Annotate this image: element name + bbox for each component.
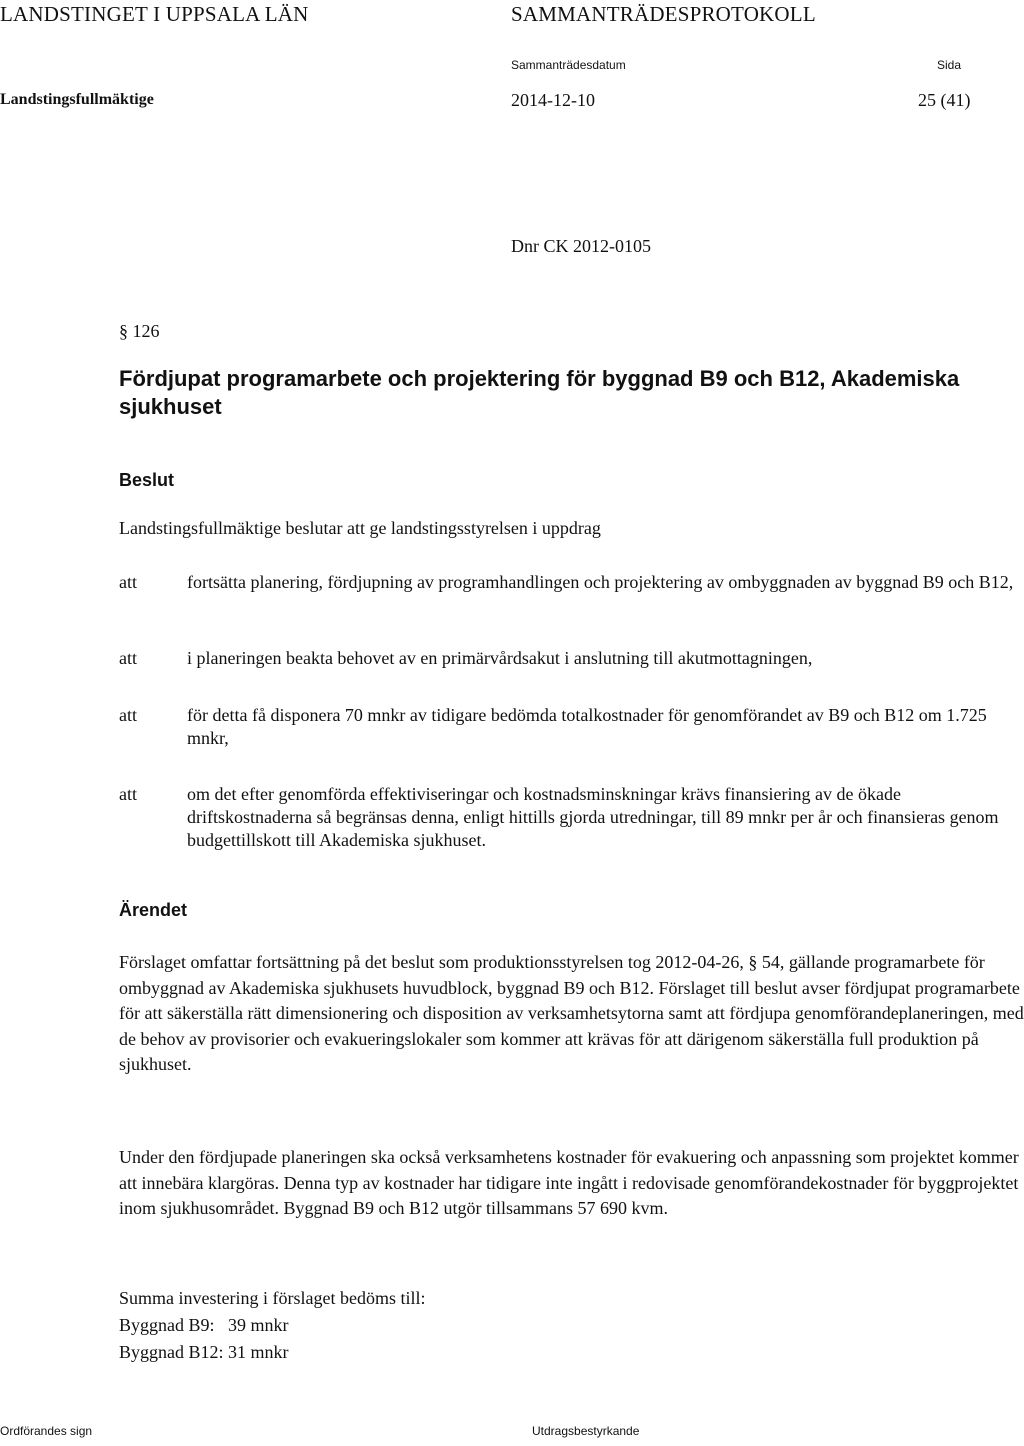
- arendet-paragraph: Förslaget omfattar fortsättning på det beslut som produktionsstyrelsen tog 2012-04-26, § 54, gällande programarbete för ombyggnad av Akademiska sjukhusets huvudblock, byggnad B9 och B12. Förslaget till beslut avser fördjupat programarbete för att säkerställa rätt dimensionering och disposition av verksamhetsytorna samt att fördjupa genomförandeplaneringen, med de behov av provisorier och evakueringslokaler som kommer att krävas för att därigenom säkerställa full produktion på sjukhuset.: [119, 952, 1024, 1074]
- page-number: 25 (41): [918, 90, 971, 110]
- summary-line: Byggnad B12: 31 mnkr: [119, 1342, 289, 1362]
- item-text: i planeringen beakta behovet av en primärvårdsakut i anslutning till akutmottagningen,: [187, 648, 813, 668]
- document-type: SAMMANTRÄDESPROTOKOLL: [511, 2, 816, 26]
- att-marker: att: [119, 784, 137, 804]
- att-marker: att: [119, 705, 137, 725]
- organization-name: LANDSTINGET I UPPSALA LÄN: [0, 2, 309, 26]
- chair-signature-label: Ordförandes sign: [0, 1424, 93, 1438]
- page-title: Fördjupat programarbete och projektering för byggnad B9 och B12, Akademiska sjukhuset: [119, 366, 960, 419]
- item-text: om det efter genomförda effektiviseringar och kostnadsminskningar krävs finansiering av de ökade driftskostnaderna så begränsas denna, enligt hittills gjorda utredningar, till 89 mnkr per år och finansieras genom budgettillskott till Akademiska sjukhuset.: [187, 784, 999, 850]
- date-label: Sammanträdesdatum: [511, 58, 626, 72]
- arendet-heading: Ärendet: [119, 900, 188, 920]
- meeting-date: 2014-12-10: [511, 90, 595, 110]
- att-marker: att: [119, 648, 137, 668]
- diary-number: Dnr CK 2012-0105: [511, 236, 651, 256]
- beslut-heading: Beslut: [119, 470, 175, 490]
- att-marker: att: [119, 572, 137, 592]
- body-name: Landstingsfullmäktige: [0, 91, 154, 108]
- arendet-paragraph: Under den fördjupade planeringen ska också verksamhetens kostnader för evakuering och anpassning som projektet kommer att innebära klargöras. Denna typ av kostnader har tidigare inte ingått i redovisade genomförandekostnader för byggprojektet inom sjukhusområdet. Byggnad B9 och B12 utgör tillsammans 57 690 kvm.: [119, 1147, 1019, 1218]
- extract-certification-label: Utdragsbestyrkande: [532, 1424, 640, 1438]
- paragraph-number: § 126: [119, 321, 160, 341]
- page-label: Sida: [937, 58, 962, 72]
- beslut-intro: Landstingsfullmäktige beslutar att ge landstingsstyrelsen i uppdrag: [119, 518, 601, 538]
- item-text: för detta få disponera 70 mnkr av tidigare bedömda totalkostnader för genomförandet av B9 och B12 om 1.725 mnkr,: [187, 705, 987, 748]
- item-text: fortsätta planering, fördjupning av programhandlingen och projektering av ombyggnaden av byggnad B9 och B12,: [187, 572, 1014, 592]
- summary-heading: Summa investering i förslaget bedöms till:: [119, 1288, 426, 1308]
- summary-line: Byggnad B9: 39 mnkr: [119, 1315, 289, 1335]
